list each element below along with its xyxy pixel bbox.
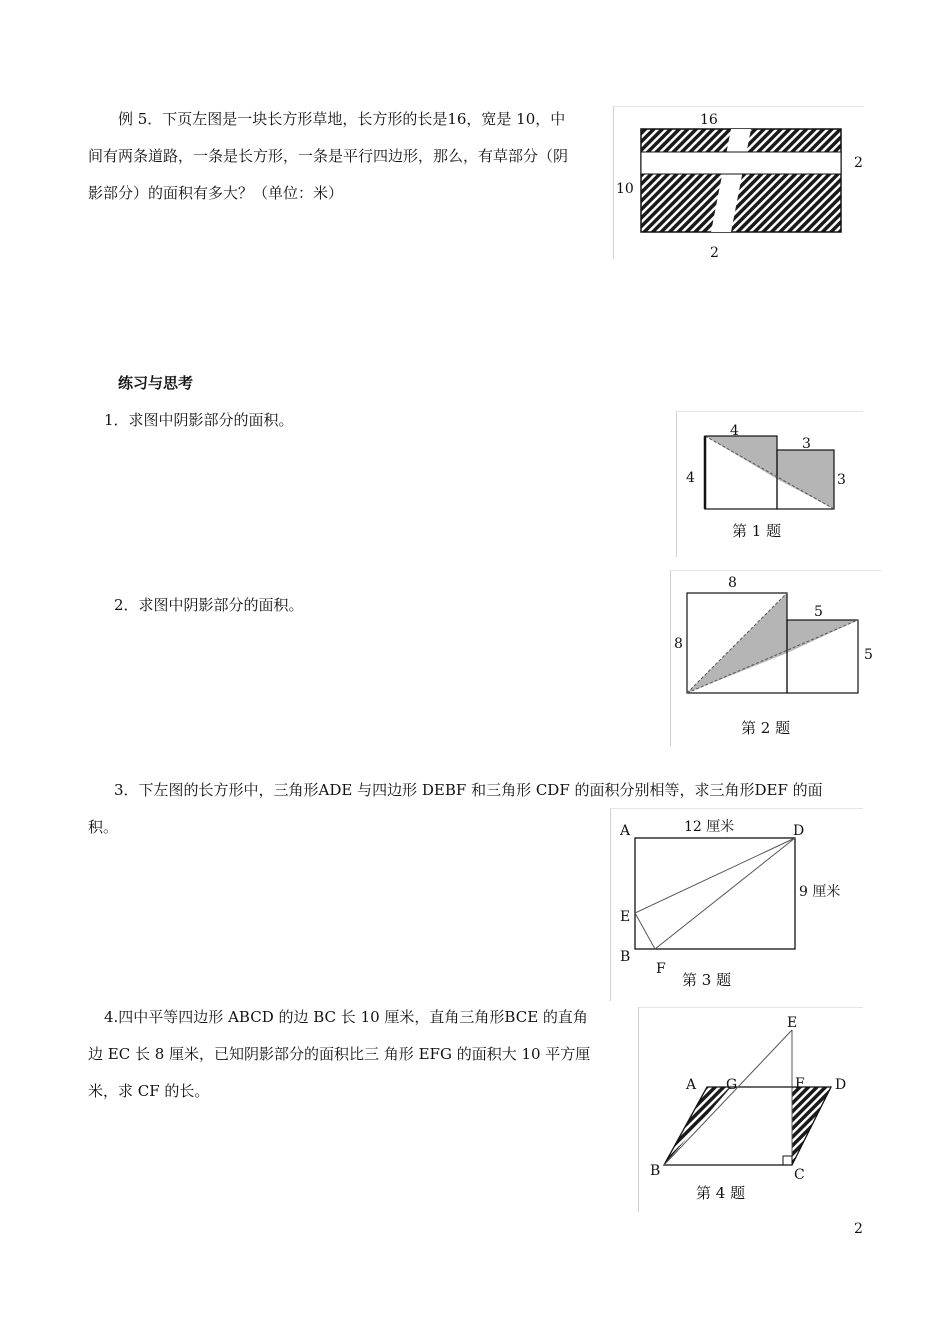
q4-point-G: G xyxy=(726,1077,738,1093)
example-5-line-2: 间有两条道路，一条是长方形，一条是平行四边形，那么，有草部分（阴 xyxy=(88,147,569,165)
example-5-line-3: 影部分）的面积有多大？（单位：米） xyxy=(88,184,344,202)
q4-right-angle-mark xyxy=(783,1156,792,1165)
q4-point-E: E xyxy=(787,1015,798,1031)
example-5-line-1: 例 5．下页左图是一块长方形草地，长方形的长是16，宽是 10，中 xyxy=(118,110,566,128)
q4-line-3: 米，求 CF 的长。 xyxy=(88,1082,210,1100)
q4-shaded-left xyxy=(664,1087,731,1165)
q3-line-EF xyxy=(635,913,655,949)
example-5-figure xyxy=(613,106,864,259)
q4-line-1: 4.四中平等四边形 ABCD 的边 BC 长 10 厘米，直角三角形BCE 的直角 xyxy=(104,1008,588,1026)
q3-point-F: F xyxy=(656,961,666,977)
q3-point-D: D xyxy=(793,823,805,839)
q3-caption: 第 3 题 xyxy=(682,971,732,989)
q3-point-E: E xyxy=(620,909,631,925)
q1-label-right-3: 3 xyxy=(837,472,846,488)
section-title: 练习与思考 xyxy=(118,374,194,392)
q2-text: 2．求图中阴影部分的面积。 xyxy=(114,596,304,614)
q3-point-A: A xyxy=(620,823,631,839)
q3-label-9cm: 9 厘米 xyxy=(799,884,841,900)
q3-point-B: B xyxy=(620,949,631,965)
q1-label-top-4: 4 xyxy=(730,423,739,439)
q3-line-2: 积。 xyxy=(88,818,119,836)
q1-caption: 第 1 题 xyxy=(732,522,782,540)
q4-line-2: 边 EC 长 8 厘米，已知阴影部分的面积比三 角形 EFG 的面积大 10 平方厘 xyxy=(88,1045,591,1063)
page-number: 2 xyxy=(854,1221,863,1237)
q3-label-12cm: 12 厘米 xyxy=(684,819,735,835)
q2-label-left-8: 8 xyxy=(674,636,683,652)
q2-label-right-5: 5 xyxy=(864,647,873,663)
q1-figure xyxy=(676,411,863,557)
label-bottom-2: 2 xyxy=(710,245,719,259)
q4-point-F: F xyxy=(795,1076,805,1092)
q3-line-1: 3．下左图的长方形中，三角形ADE 与四边形 DEBF 和三角形 CDF 的面积分别相等，求三角形DEF 的面 xyxy=(114,781,823,799)
q1-shaded-right xyxy=(777,450,834,509)
q4-point-B: B xyxy=(650,1163,661,1179)
q2-label-top-8: 8 xyxy=(728,575,737,591)
q4-caption: 第 4 题 xyxy=(696,1184,746,1202)
q4-point-A: A xyxy=(686,1077,697,1093)
q2-caption: 第 2 题 xyxy=(741,719,791,737)
q3-figure xyxy=(610,808,863,1001)
q4-figure xyxy=(638,1007,863,1212)
label-10: 10 xyxy=(616,181,634,197)
q4-point-D: D xyxy=(835,1077,847,1093)
q2-label-top-5: 5 xyxy=(814,604,823,620)
q4-point-C: C xyxy=(794,1167,805,1183)
label-right-2: 2 xyxy=(854,155,863,171)
q1-label-left-4: 4 xyxy=(686,470,695,486)
q2-shaded-right xyxy=(787,620,858,653)
q1-text: 1．求图中阴影部分的面积。 xyxy=(104,411,294,429)
q1-label-top-3: 3 xyxy=(802,436,811,452)
label-16: 16 xyxy=(700,112,718,128)
q2-figure xyxy=(670,570,881,746)
q3-rectangle xyxy=(635,838,795,949)
q4-line-EB xyxy=(664,1030,792,1165)
